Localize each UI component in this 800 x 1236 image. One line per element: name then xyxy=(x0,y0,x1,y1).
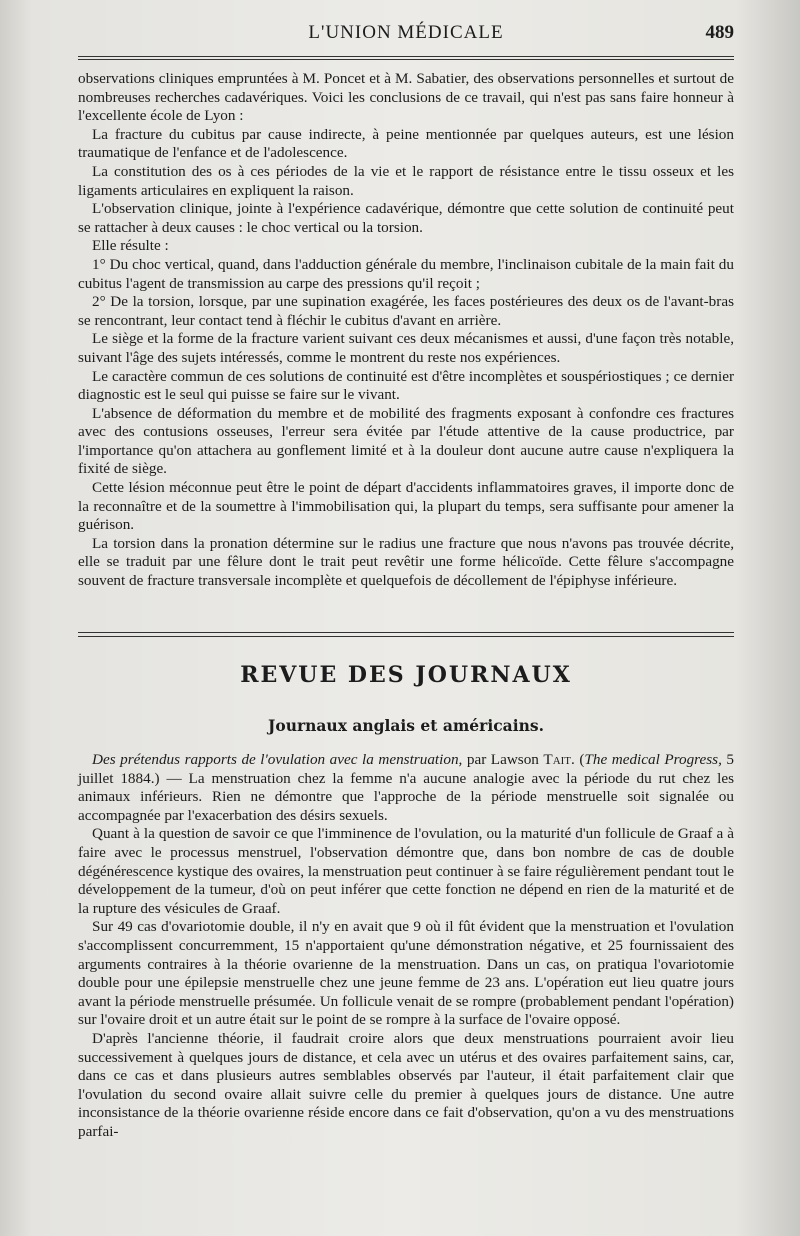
previous-article-conclusions xyxy=(78,70,734,591)
article-lead-text: 5 juillet 1884.) — La menstruation chez la femme n'a aucune analogie avec la période du rut chez les animaux inférieurs. Rien ne démontre que l'approche de la période menstruelle soit signalée ou accompagnée par l'exacerbation des désirs sexuels. xyxy=(78,751,735,824)
article-lead-paragraph xyxy=(78,751,734,825)
paragraph: L'absence de déformation du membre et de mobilité des fragments exposant à confondre ces fractures avec des contusions osseuses, l'erreur sera évitée par l'étude attentive de la cause productrice, par l'importance qu'on attachera au gonflement limité et à la douleur dont aucune autre cause n'expliquera la fixité de siège. xyxy=(78,404,734,478)
section-title: REVUE DES JOURNAUX xyxy=(240,662,572,688)
paragraph: Elle résulte : xyxy=(92,237,169,255)
article-author: Tait xyxy=(543,751,572,768)
paragraph: Le caractère commun de ces solutions de continuité est d'être incomplètes et souspériostiques ; ce dernier diagnostic est le seul qui puisse se faire sur le vivant. xyxy=(78,367,734,404)
paragraph: Le siège et la forme de la fracture varient suivant ces deux mécanismes et aussi, d'une façon très notable, suivant l'âge des sujets intéressés, comme le montrent du reste nos expériences. xyxy=(78,330,734,366)
journal-review-article xyxy=(78,751,734,1141)
paragraph: Quant à la question de savoir ce que l'imminence de l'ovulation, ou la maturité d'un follicule de Graaf a à faire avec le processus menstruel, l'observation démontre que, dans bon nombre de cas de double dégénérescence kystique des ovaires, la menstruation peut continuer à se faire régulièrement pendant tout le développement de la tumeur, d'où on peut inférer que cette fonction ne dépend en rien de la maturité et de la rupture des vésicules de Graaf. xyxy=(78,825,734,917)
paragraph: La fracture du cubitus par cause indirecte, à peine mentionnée par quelques auteurs, est une lésion traumatique de l'enfance et de l'adolescence. xyxy=(78,125,734,162)
paragraph: D'après l'ancienne théorie, il faudrait croire alors que deux menstruations pourraient avoir lieu successivement à quelques jours de distance, et cela avec un utérus et des ovaires parfaitement sains, car, dans ce cas et dans plusieurs autres semblables observés par l'auteur, il était parfaitement clair que l'ovulation du second ovaire allait suivre celle du premier à quelques jours de distance. Une autre inconsistance de la théorie ovarienne réside encore dans ce fait d'observation, qu'on a vu des menstruations parfai- xyxy=(78,1029,734,1140)
paragraph: Sur 49 cas d'ovariotomie double, il n'y en avait que 9 où il fût évident que la menstruation et l'ovulation s'accomplissent concurremment, 15 n'apportaient qu'une démonstration négative, et 25 fournissaient des arguments contraires à la théorie ovarienne de la menstruation. Dans un cas, on pratiqua l'ovariotomie double pour une épilepsie menstruelle chez une jeune femme de 23 ans. L'opération eut lieu quatre jours avant la période menstruelle présumée. Un follicule venait de se rompre (probablement pendant l'opération) sur l'ovaire droit et un autre était sur le point de se rompre à la surface de l'ovaire opposé. xyxy=(78,918,734,1029)
paragraph: L'observation clinique, jointe à l'expérience cadavérique, démontre que cette solution de continuité peut se rattacher à deux causes : le choc vertical ou la torsion. xyxy=(78,200,734,236)
article-title: Des prétendus rapports de l'ovulation avec la menstruation, xyxy=(92,751,463,768)
running-title: L'UNION MÉDICALE xyxy=(308,22,504,43)
article-byline: par Lawson xyxy=(462,751,544,768)
page-number: 489 xyxy=(705,22,734,43)
paragraph: 2° De la torsion, lorsque, par une supination exagérée, les faces postérieures des deux os de l'avant-bras se rencontrant, leur contact tend à fléchir le cubitus d'avant en arrière. xyxy=(78,293,734,329)
paragraph: 1° Du choc vertical, quand, dans l'adduction générale du membre, l'inclinaison cubitale de la main fait du cubitus l'agent de transmission au carpe des pressions qu'il reçoit ; xyxy=(78,255,734,292)
paragraph: Cette lésion méconnue peut être le point de départ d'accidents inflammatoires graves, il importe donc de la reconnaître et de la soumettre à l'immobilisation qui, la plupart du temps, sera suffisante pour amener la guérison. xyxy=(78,479,734,534)
article-source-open: . ( xyxy=(571,751,585,768)
journal-name: The medical Progress, xyxy=(584,751,722,768)
paragraph: La constitution des os à ces périodes de la vie et le rapport de résistance entre le tissu osseux et les ligaments articulaires en expliquent la raison. xyxy=(78,162,734,199)
page-header xyxy=(78,18,734,48)
paragraph: observations cliniques empruntées à M. Poncet et à M. Sabatier, des observations personnelles et surtout de nombreuses recherches cadavériques. Voici les conclusions de ce travail, qui n'est pas sans faire honneur à l'excellente école de Lyon : xyxy=(78,70,734,125)
paragraph: La torsion dans la pronation détermine sur le radius une fracture que nous n'avons pas trouvée décrite, elle se traduit par une fêlure dont le trait peut revêtir une forme hélicoïde. Cette fêlure s'accompagne souvent de fracture transversale incomplète et quelquefois de décollement de l'épiphyse inférieure. xyxy=(78,534,734,590)
header-rule xyxy=(78,56,734,60)
section-divider xyxy=(78,632,734,637)
subsection-title: Journaux anglais et américains. xyxy=(268,716,544,735)
